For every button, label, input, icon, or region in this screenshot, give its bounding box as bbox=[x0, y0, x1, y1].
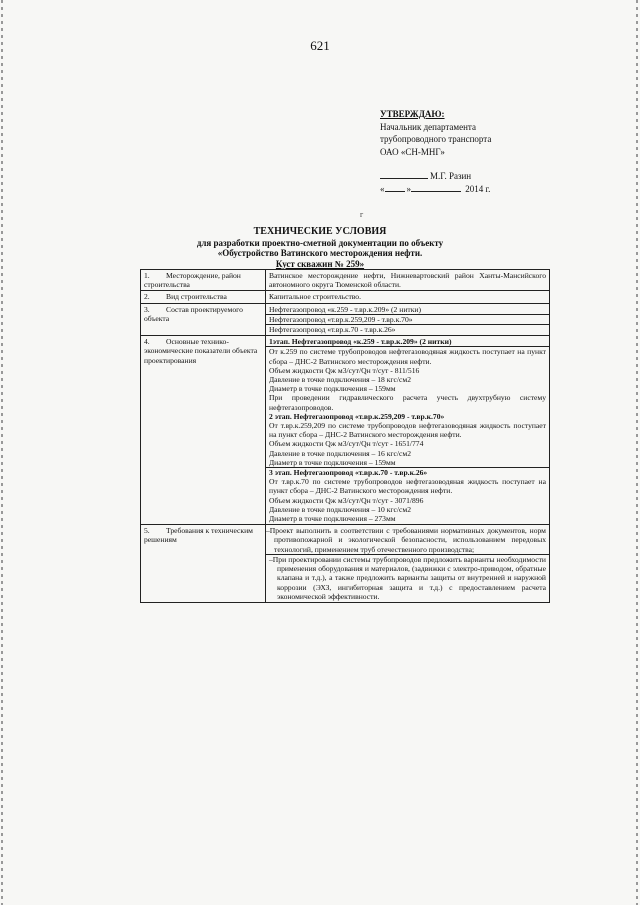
row-label: Состав проектируемого объекта bbox=[144, 304, 243, 323]
stage-volume: Объем жидкости Qж м3/сут/Qн т/сут - 811/516 bbox=[269, 365, 420, 375]
row-number: 4. bbox=[144, 337, 150, 347]
approval-date-line bbox=[380, 183, 491, 196]
approval-signer: М.Г. Разин bbox=[430, 171, 472, 181]
row-label-cell bbox=[141, 291, 266, 303]
conditions-table bbox=[140, 269, 550, 603]
approval-company: ОАО «СН-МНГ» bbox=[380, 146, 445, 157]
row-content-cell bbox=[266, 291, 550, 303]
table-row bbox=[141, 336, 550, 525]
row-label-cell bbox=[141, 303, 266, 336]
signature-blank bbox=[380, 178, 428, 179]
document-title bbox=[130, 227, 510, 269]
date-year: 2014 г. bbox=[465, 183, 491, 194]
stage-text: От к.259 по системе трубопроводов нефтегазоводяная жидкость поступает на пункт сбора – ДНС-2 Ватинского месторождения нефти. bbox=[269, 347, 546, 366]
stage-pressure: Давление в точке подключения – 18 кгс/см2 bbox=[269, 375, 412, 385]
approval-heading: УТВЕРЖДАЮ: bbox=[380, 109, 445, 119]
row-label-cell bbox=[141, 525, 266, 603]
stage-volume: Объем жидкости Qж м3/сут/Qн т/сут - 3071/896 bbox=[269, 495, 424, 505]
title-line2: для разработки проектно-сметной документации по объекту bbox=[196, 237, 444, 248]
stage-heading: 3 этап. Нефтегазопровод «т.вр.к.70 - т.вр.к.26» bbox=[269, 468, 428, 478]
row-label-cell bbox=[141, 270, 266, 291]
requirement-item: –При проектировании системы трубопроводов предложить варианты необходимости применения оборудования и материалов, (задвижки с электро-приводом, обратные клапана и т.д.), а также предложить варианты защиты от внутренней и наружной коррозии (ЭХЗ, ингибиторная защита и т.д.) с предоставлением расчета экономической эффективности. bbox=[269, 554, 546, 601]
stage-diameter: Диаметр в точке подключения – 159мм bbox=[266, 458, 549, 468]
scan-edge-left bbox=[1, 0, 3, 905]
row-label: Вид строительства bbox=[166, 292, 227, 302]
row-number: 2. bbox=[144, 292, 150, 302]
row-number: 1. bbox=[144, 271, 150, 280]
row-content-cell bbox=[266, 525, 550, 603]
row-content-cell bbox=[266, 336, 550, 525]
page-number: 621 bbox=[310, 38, 330, 53]
row-text: Нефтегазопровод «т.вр.к.70 - т.вр.к.26» bbox=[269, 325, 396, 335]
stage-heading: 1этап. Нефтегазопровод «к.259 - т.вр.к.209» (2 нитки) bbox=[266, 337, 549, 347]
scan-edge-right bbox=[636, 0, 638, 905]
row-label: Основные технико-экономические показатели объекта проектирования bbox=[144, 337, 258, 365]
title-line3: «Обустройство Ватинского месторождения нефти. bbox=[217, 248, 423, 258]
handwritten-mark: г bbox=[360, 210, 364, 219]
approval-position-line1: Начальник департамента bbox=[380, 121, 476, 132]
requirement-item: –Проект выполнить в соответствии с требованиями нормативных документов, норм противопожарной и экологической безопасности, использованием передовых технологий, применением труб отечественного производства; bbox=[266, 526, 549, 555]
stage-diameter: Диаметр в точке подключения – 159мм bbox=[269, 384, 396, 394]
row-number: 3. bbox=[144, 304, 150, 314]
row-text: Капитальное строительство. bbox=[269, 292, 361, 302]
stage-pressure: Давление в точке подключения – 10 кгс/см2 bbox=[269, 504, 412, 514]
title-line4: Куст скважин № 259» bbox=[275, 258, 365, 269]
approval-signature-line bbox=[380, 170, 491, 183]
table-row bbox=[141, 525, 550, 603]
date-day-blank bbox=[385, 191, 405, 192]
row-content-cell bbox=[266, 270, 550, 291]
date-close-quote: » bbox=[406, 183, 411, 194]
stage-heading: 2 этап. Нефтегазопровод «т.вр.к.259,209 - т.вр.к.70» bbox=[269, 411, 445, 421]
row-number: 5. bbox=[144, 526, 150, 536]
stage-note: При проведении гидравлического расчета учесть двухтрубную систему нефтегазопроводов. bbox=[269, 393, 546, 412]
row-text: Нефтегазопровод «т.вр.к.259,209 - т.вр.к.70» bbox=[266, 315, 549, 325]
row-content-cell bbox=[266, 303, 550, 336]
date-open-quote: « bbox=[380, 183, 385, 194]
table-row bbox=[141, 303, 550, 336]
row-label-cell bbox=[141, 336, 266, 525]
stage-pressure: Давление в точке подключения – 16 кгс/см2 bbox=[269, 448, 412, 458]
table-row bbox=[141, 291, 550, 303]
stage-diameter: Диаметр в точке подключения – 273мм bbox=[269, 514, 396, 524]
stage-text: От т.вр.к.70 по системе трубопроводов нефтегазоводяная жидкость поступает на пункт сбора – ДНС-2 Ватинского месторождения нефти. bbox=[269, 477, 546, 496]
row-text: Нефтегазопровод «к.259 - т.вр.к.209» (2 нитки) bbox=[266, 305, 549, 315]
row-label: Месторождение, район строительства bbox=[144, 271, 241, 290]
row-text: Ватинское месторождение нефти, Нижневартовский район Ханты-Мансийского автономного округа Тюменской области. bbox=[269, 271, 546, 290]
stage-text: От т.вр.к.259,209 по системе трубопроводов нефтегазоводяная жидкость поступает на пункт сбора – ДНС-2 Ватинского месторождения нефти. bbox=[269, 421, 546, 440]
title-line1: ТЕХНИЧЕСКИЕ УСЛОВИЯ bbox=[253, 226, 387, 237]
row-label: Требования к техническим решениям bbox=[144, 526, 253, 545]
stage-volume: Объем жидкости Qж м3/сут/Qн т/сут - 1651/774 bbox=[269, 439, 424, 449]
approval-block bbox=[380, 108, 491, 195]
date-month-blank bbox=[411, 191, 461, 192]
approval-position-line2: трубопроводного транспорта bbox=[380, 134, 492, 144]
table-row bbox=[141, 270, 550, 291]
